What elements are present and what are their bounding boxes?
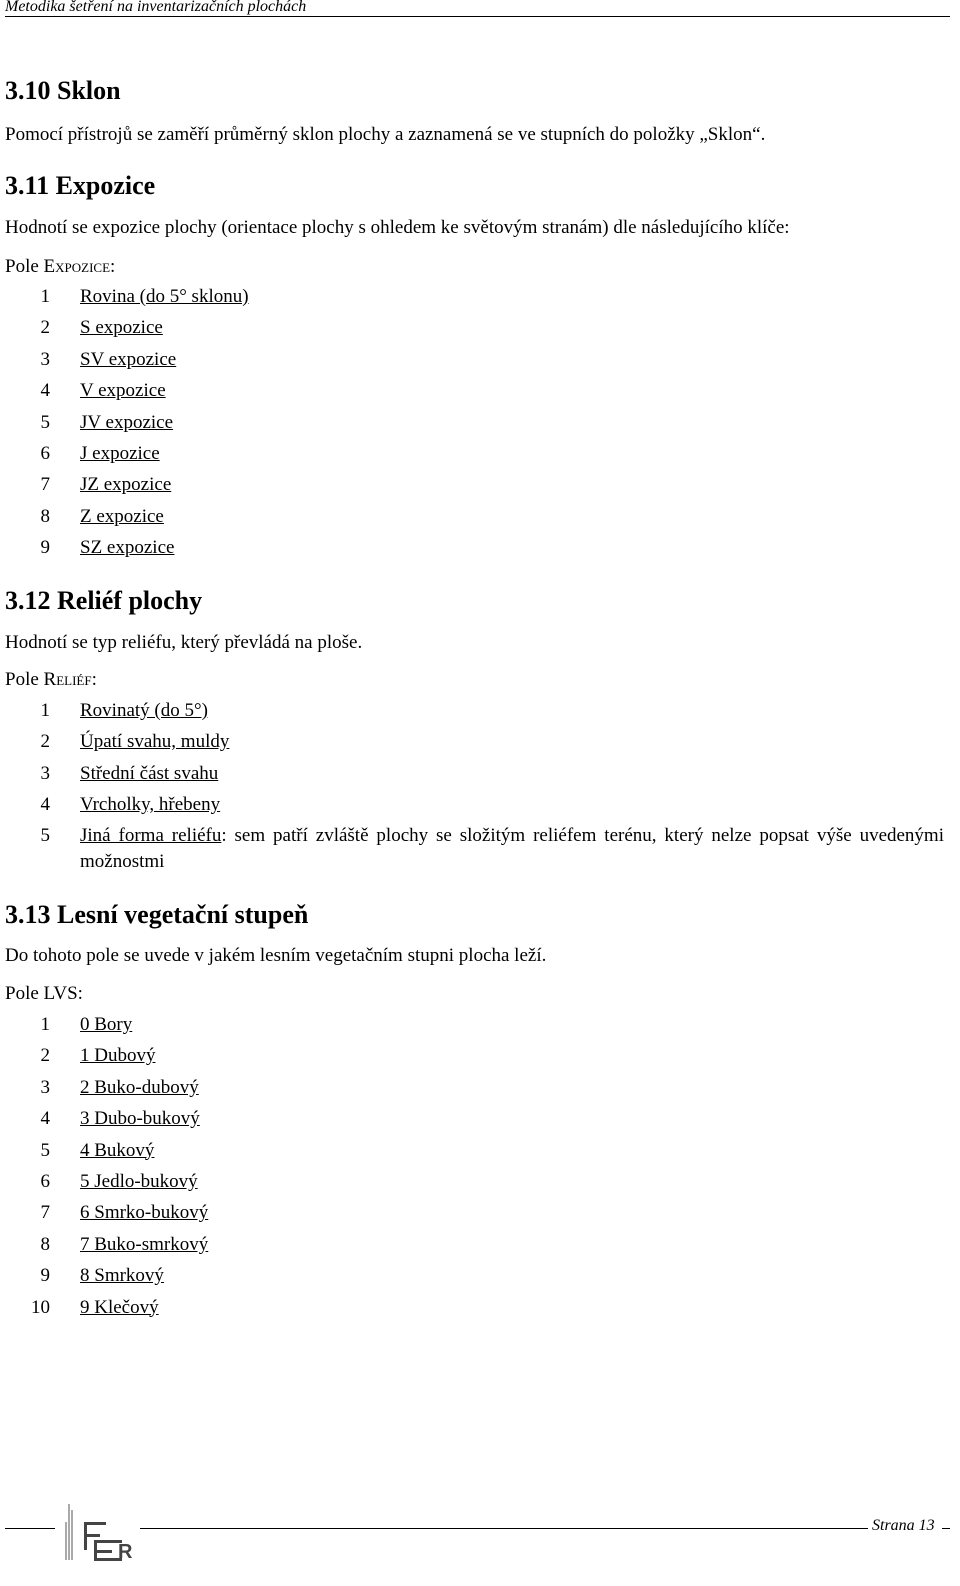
list-item <box>0 794 960 818</box>
list-item-number: 5 <box>40 1139 50 1161</box>
list-item-number: 1 <box>40 1014 50 1035</box>
section-text-lvs: Do tohoto pole se uvede v jakém lesním vegetačním stupni plocha leží. <box>5 945 547 966</box>
list-item-number: 5 <box>40 411 50 433</box>
page-header <box>5 0 950 17</box>
list-item-number: 3 <box>40 762 50 784</box>
list-item <box>0 1171 960 1195</box>
list-item-description: : sem patří zvláště plochy se složitým reliéfem terénu, který nelze popsat výše uvedenými možnostmi <box>80 825 944 872</box>
list-item-number: 9 <box>40 1265 50 1287</box>
list-item <box>0 506 960 530</box>
list-item-number: 2 <box>40 317 50 339</box>
list-item-label: 1 Dubový <box>80 1045 156 1067</box>
field-label-expozice: Pole Expozice: <box>5 256 116 277</box>
list-item <box>0 763 960 787</box>
list-item <box>0 380 960 404</box>
list-item-number: 2 <box>40 1045 50 1067</box>
list-item-number: 1 <box>40 286 50 307</box>
list-item-number: 7 <box>40 1202 50 1224</box>
list-item <box>0 1140 960 1164</box>
list-item-label: 2 Buko-dubový <box>80 1076 199 1098</box>
list-item <box>0 1014 960 1038</box>
list-item-label: J expozice <box>80 443 160 464</box>
section-heading-expozice: 3.11 Expozice <box>5 171 156 200</box>
section-heading-lvs: 3.13 Lesní vegetační stupeň <box>5 900 309 929</box>
list-item-label: V expozice <box>80 380 166 402</box>
list-item-label: 6 Smrko-bukový <box>80 1202 209 1224</box>
list-item-number: 9 <box>40 537 50 559</box>
list-item <box>0 1045 960 1069</box>
footer-rule <box>5 1528 55 1529</box>
list-item <box>0 349 960 373</box>
list-item-label: Střední část svahu <box>80 762 219 784</box>
list-item-number: 1 <box>40 700 50 721</box>
list-item-label: JZ expozice <box>80 474 172 496</box>
list-item-number: 4 <box>40 380 50 402</box>
footer-rule <box>942 1528 950 1529</box>
list-item-label: Úpatí svahu, muldy <box>80 731 230 753</box>
list-item-number: 10 <box>31 1296 50 1318</box>
list-item-number: 7 <box>40 474 50 496</box>
list-item-text <box>80 823 944 875</box>
list-item <box>0 443 960 467</box>
list-item <box>0 1202 960 1226</box>
list-item-number: 6 <box>40 1171 50 1192</box>
list-item-number: 5 <box>40 825 50 846</box>
ifer-logo-icon <box>60 1500 138 1562</box>
list-item-label: 0 Bory <box>80 1014 133 1035</box>
list-item-number: 6 <box>40 443 50 464</box>
list-item-label: 8 Smrkový <box>80 1265 164 1287</box>
list-item-number: 8 <box>40 1233 50 1255</box>
list-item-label: SZ expozice <box>80 537 175 559</box>
list-item-label: 9 Klečový <box>80 1296 159 1318</box>
field-label-relief: Pole Reliéf: <box>5 669 97 690</box>
list-item <box>0 537 960 561</box>
list-item <box>0 700 960 724</box>
list-item <box>0 1108 960 1132</box>
list-item <box>0 1234 960 1258</box>
section-text-expozice: Hodnotí se expozice plochy (orientace plochy s ohledem ke světovým stranám) dle následujícího klíče: <box>5 217 790 238</box>
list-item-label: 7 Buko-smrkový <box>80 1233 209 1255</box>
svg-text:R: R <box>118 1541 133 1562</box>
list-item-number: 3 <box>40 348 50 370</box>
list-item <box>0 1265 960 1289</box>
list-item <box>0 474 960 498</box>
section-text-relief: Hodnotí se typ reliéfu, který převládá na ploše. <box>5 632 363 653</box>
list-item-label: Vrcholky, hřebeny <box>80 794 221 816</box>
list-item-number: 2 <box>40 731 50 753</box>
list-item-label: Z expozice <box>80 505 164 527</box>
header-title: Metodika šetření na inventarizačních plochách <box>5 0 307 15</box>
list-item <box>0 412 960 436</box>
list-item-label: SV expozice <box>80 348 177 370</box>
list-item <box>0 317 960 341</box>
list-item-number: 4 <box>40 1108 50 1130</box>
list-item-label: S expozice <box>80 317 163 339</box>
list-item-label: 4 Bukový <box>80 1139 155 1161</box>
list-item-label: 5 Jedlo-bukový <box>80 1171 198 1192</box>
page-number: Strana 13 <box>872 1517 935 1534</box>
list-item-label: Rovinatý (do 5°) <box>80 700 208 721</box>
list-item-label: JV expozice <box>80 411 174 433</box>
section-heading-sklon: 3.10 Sklon <box>5 76 121 105</box>
section-heading-relief: 3.12 Reliéf plochy <box>5 586 203 615</box>
field-label-lvs: Pole LVS: <box>5 983 83 1004</box>
list-item <box>0 731 960 755</box>
list-item <box>0 1297 960 1321</box>
list-item-label: Jiná forma reliéfu <box>80 825 222 846</box>
section-text-sklon: Pomocí přístrojů se zaměří průměrný sklon plochy a zaznamená se ve stupních do položky „Sklon“. <box>5 124 766 145</box>
list-item <box>0 1077 960 1101</box>
list-item-label: 3 Dubo-bukový <box>80 1108 200 1130</box>
list-item <box>0 286 960 310</box>
list-item-label: Rovina (do 5° sklonu) <box>80 286 249 307</box>
list-item-number: 4 <box>40 794 50 816</box>
footer-rule <box>140 1528 868 1529</box>
list-item-number: 8 <box>40 505 50 527</box>
list-item-number: 3 <box>40 1076 50 1098</box>
